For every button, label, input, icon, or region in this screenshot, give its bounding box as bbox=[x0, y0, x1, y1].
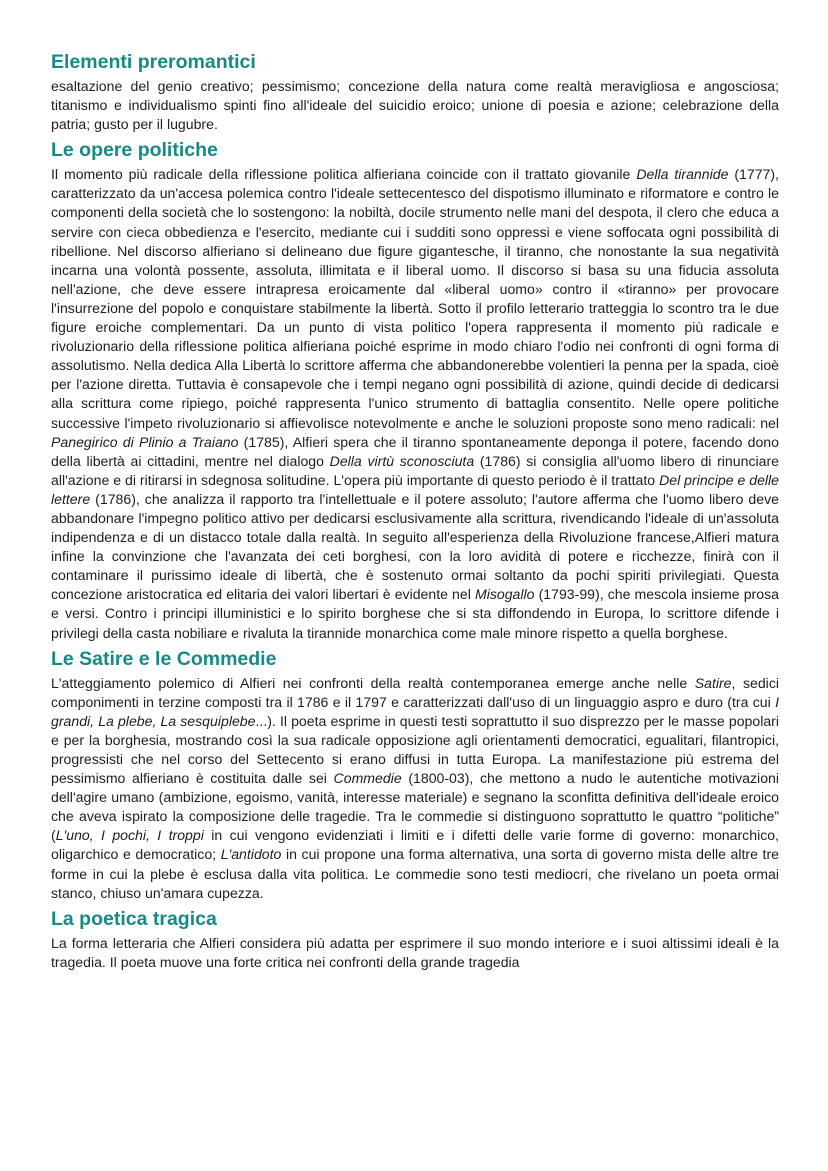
italic-title: Della virtù sconosciuta bbox=[329, 452, 475, 469]
italic-title: L'uno, I pochi, I troppi bbox=[55, 827, 204, 844]
italic-title: Satire bbox=[694, 674, 732, 691]
section-paragraph: La forma letteraria che Alfieri considera più adatta per esprimere il suo mondo interiore e i suoi altissimi ideali è la tragedia. Il poeta muove una forte critica nei confronti della grande tragedia bbox=[51, 934, 779, 970]
italic-title: L'antidoto bbox=[220, 846, 282, 863]
section-heading: Elementi preromantici bbox=[51, 51, 256, 73]
italic-title: Della tirannide bbox=[636, 166, 729, 183]
italic-title: I grandi, La plebe, La sesquiplebe bbox=[51, 693, 779, 729]
section-paragraph: Il momento più radicale della riflessione politica alfieriana coincide con il trattato giovanile Della tirannide (1777), caratterizzato da un'accesa polemica contro l'ideale settecentesco del dispotismo illuminato e riformatore e contro le componenti della società che lo sostengono: la nobiltà, docile strumento nelle mani del despota, il clero che educa a servire con cieca obbedienza e l'esercito, mediante cui i sudditi sono oppressi e viene soffocata ogni possibilità di ribellione. Nel discorso alfieriano si delineano due figure gigantesche, il tiranno, che nonostante la sua negatività incarna una volontà possente, assoluta, illimitata e il liberal uomo. Il discorso si basa su una fiducia assoluta nell'azione, che deve essere intrapresa eroicamente dal «liberal uomo» contro il «tiranno» per provocare l'insurrezione del popolo e conquistare stabilmente la libertà. Sotto il profilo letterario tratteggia lo scontro tra le due figure eroiche complementari. Da un punto di vista politico l'opera rappresenta il momento più radicale e rivoluzionario della riflessione politica alfieriana poiché esprime in modo chiaro l'odio nei confronti di ogni forma di assolutismo. Nella dedica Alla Libertà lo scrittore afferma che abbandonerebbe volentieri la penna per la spada, cioè per l'azione diretta. Tuttavia è consapevole che i tempi negano ogni possibilità di azione, quindi decide di dedicarsi alla scrittura come ripiego, poiché rappresenta l'unico strumento di battaglia consentito. Nelle opere politiche successive l'impeto rivoluzionario si affievolisce notevolmente e anche le soluzioni proposte sono meno radicali: nel Panegirico di Plinio a Traiano (1785), Alfieri spera che il tiranno spontaneamente deponga il potere, facendo dono della libertà ai cittadini, mentre nel dialogo Della virtù sconosciuta (1786) si consiglia all'uomo libero di rinunciare all'azione e di ritirarsi in sdegnosa solitudine. L'opera più importante di questo periodo è il trattato Del principe e delle lettere (1786), che analizza il rapporto tra l'intellettuale e il potere assoluto; l'autore afferma che l'uomo libero deve abbandonare l'impegno politico attivo per dedicarsi esclusivamente alla scrittura, rivendicando l'ideale di un'assoluta indipendenza e di un distacco totale dalla realtà. In seguito all'esperienza della Rivoluzione francese,Alfieri matura infine la convinzione che l'avanzata dei ceti borghesi, con la loro avidità di potere e ricchezze, finirà con il contaminare il purissimo ideale di libertà, che è sostenuto ormai soltanto da pochi spiriti privilegiati. Questa concezione aristocratica ed elitaria dei valori libertari è evidente nel Misogallo (1793-99), che mescola insieme prosa e versi. Contro i principi illuministici e lo spirito borghese che si sta diffondendo in Europa, lo scrittore difende i privilegi della casta nobiliare e rivaluta la tirannide monarchica come male minore rispetto a quella borghese. bbox=[51, 166, 780, 641]
italic-title: Commedie bbox=[333, 770, 402, 787]
italic-title: Panegirico di Plinio a Traiano bbox=[51, 433, 239, 450]
section-elementi-preromantici bbox=[51, 50, 779, 134]
section-opere-politiche bbox=[51, 138, 779, 642]
italic-title: Misogallo bbox=[474, 586, 535, 603]
section-heading: Le opere politiche bbox=[51, 139, 218, 162]
document-page bbox=[51, 50, 779, 975]
section-poetica-tragica bbox=[51, 907, 779, 972]
italic-title: Del principe e delle lettere bbox=[51, 471, 780, 507]
section-heading: Le Satire e le Commedie bbox=[51, 647, 277, 670]
section-paragraph: esaltazione del genio creativo; pessimismo; concezione della natura come realtà meravigliosa e angosciosa; titanismo e individualismo spinti fino all'ideale del suicidio eroico; unione di poesia e azione; celebrazione della patria; gusto per il lugubre. bbox=[51, 78, 779, 133]
section-satire-commedie bbox=[51, 647, 779, 903]
section-heading: La poetica tragica bbox=[51, 907, 217, 930]
section-paragraph: L'atteggiamento polemico di Alfieri nei confronti della realtà contemporanea emerge anche nelle Satire, sedici componimenti in terzine composti tra il 1786 e il 1797 e caratterizzati dall'uso di un linguaggio aspro e duro (tra cui I grandi, La plebe, La sesquiplebe...). Il poeta esprime in questi testi soprattutto il suo disprezzo per le masse popolari e per la borghesia, mostrando così la sua radicale opposizione agli orientamenti democratici, egualitari, filantropici, progressisti che nel corso del Settecento si erano diffusi in tutta Europa. La manifestazione più estrema del pessimismo alfieriano è costituita dalle sei Commedie (1800-03), che mettono a nudo le autentiche motivazioni dell'agire umano (ambizione, egoismo, vanità, interesse materiale) e segnano la sconfitta definitiva dell'ideale eroico che aveva ispirato la composizione delle tragedie. Tra le commedie si distinguono soprattutto le quattro “politiche” (L'uno, I pochi, I troppi in cui vengono evidenziati i limiti e i difetti delle varie forme di governo: monarchico, oligarchico e democratico; L'antidoto in cui propone una forma alternativa, una sorta di governo mista delle altre tre forme in cui la plebe è esclusa dalla vita politica. Le commedie sono testi mediocri, che rivelano un poeta ormai stanco, chiuso un'amara cupezza. bbox=[51, 674, 779, 901]
